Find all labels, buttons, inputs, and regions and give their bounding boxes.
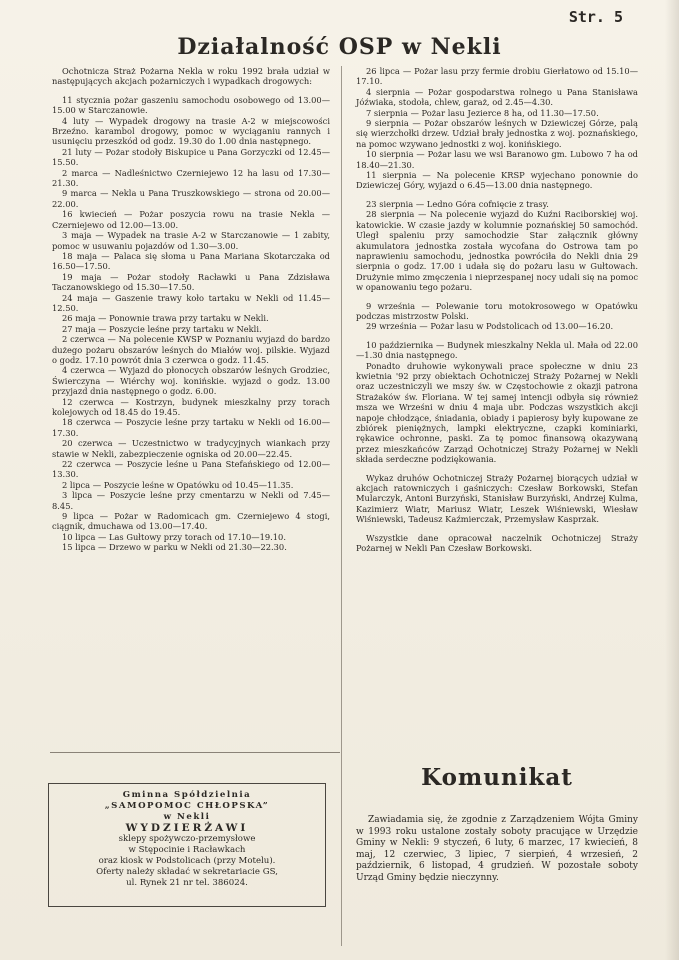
ad-line: w Nekli bbox=[163, 812, 211, 822]
article-paragraph: 12 czerwca — Kostrzyn, budynek mieszkalny przy torach kolejowych od 18.45 do 19.45. bbox=[52, 396, 330, 417]
komunikat-text: Zawiadamia się, że zgodnie z Zarządzeniem Wójta Gminy w 1993 roku ustalone zostały soboty pracujące w Urzędzie Gminy w Nekli: 9 styczeń, 6 luty, 6 marzec, 17 kwiecień, 8 maj, 12 czerwiec, 3 lipiec, 7 sierpień, 4 wrzesień, 2 październik, 6 listopad, 4 grudzień. W pozostałe soboty Urząd Gminy będzie nieczynny. bbox=[356, 815, 638, 883]
article-paragraph: 9 lipca — Pożar w Radomicach gm. Czerniejewo 4 stogi, ciągnik, dmuchawa od 13.00—17.40. bbox=[52, 511, 330, 532]
article-paragraph: 15 lipca — Drzewo w parku w Nekli od 21.30—22.30. bbox=[62, 542, 287, 553]
page-edge-shadow bbox=[665, 0, 679, 960]
article-title: Działalność OSP w Nekli bbox=[177, 34, 502, 60]
article-paragraph: 24 maja — Gaszenie trawy koło tartaku w Nekli od 11.45—12.50. bbox=[52, 292, 330, 313]
article-paragraph: Ponadto druhowie wykonywali prace społeczne w dniu 23 kwietnia '92 przy obiektach Ochotniczej Straży Pożarnej w Nekli oraz uczestniczyli we mszy św. w Częstochowie z okazji patrona Strażaków św. Floriana. W tej samej intencji odbyła się również msza we Wrześni w dniu 4 maja ubr. Podczas wszystkich akcji napoje chłodzące, śniadania, obiady i papierosy były kupowane ze zbiórek pieniężnych, lampki elektryczne, czapki kominiarki, rękawice ochronne, paski. Za tę pomoc finansową okazywaną przez mieszkańców Zarząd Ochotniczej Straży Pożarnej w Nekli składa serdeczne podziękowania. bbox=[356, 360, 638, 465]
advertisement-box bbox=[48, 783, 326, 907]
ad-line: „SAMOPOMOC CHŁOPSKA” bbox=[104, 801, 270, 811]
article-paragraph: 10 sierpnia — Pożar lasu we wsi Baranowo gm. Lubowo 7 ha od 18.40—21.30. bbox=[356, 149, 638, 170]
article-paragraph: 28 sierpnia — Na polecenie wyjazd do Kuźni Raciborskiej woj. katowickie. W czasie jazdy w kolumnie poznańskiej 50 samochód. Uległ spaleniu przy samochodzie Star załącznik główny akumulatora jednostka została wycofana do Ostrowa tam po naprawieniu samochodu, jednostka powróciła do Nekli dnia 29 sierpnia o godz. 17.00 i udała się do pożaru lasu w Gułtowach. Drużynie mimo zmęczenia i nieprzespanej nocy udali się na pomoc w opanowaniu tego pożaru. bbox=[356, 209, 638, 293]
article-paragraph: 2 lipca — Poszycie leśne w Opatówku od 10.45—11.35. bbox=[62, 479, 294, 490]
article-paragraph: 18 czerwca — Poszycie leśne przy tartaku w Nekli od 16.00—17.30. bbox=[52, 417, 330, 438]
article-paragraph: 4 sierpnia — Pożar gospodarstwa rolnego u Pana Stanisława Jóźwiaka, stodoła, chlew, garaż, od 2.45—4.30. bbox=[356, 86, 638, 108]
article-paragraph: Ochotnicza Straż Pożarna Nekla w roku 1992 brała udział w następujących akcjach pożarniczych i wypadkach drogowych: bbox=[52, 66, 330, 87]
article-paragraph: 9 sierpnia — Pożar obszarów leśnych w Dziewiczej Górze, palą się wierzchołki drzew. Udział brały jednostka z woj. poznańskiego, na pomoc wzywano jednostki z woj. konińskiego. bbox=[356, 118, 638, 149]
article-paragraph: Wszystkie dane opracował naczelnik Ochotniczej Straży Pożarnej w Nekli Pan Czesław Borkowski. bbox=[356, 532, 638, 554]
article-paragraph: 23 sierpnia — Ledno Góra cofnięcie z trasy. bbox=[366, 198, 549, 209]
article-paragraph: 3 lipca — Poszycie leśne przy cmentarzu w Nekli od 7.45—8.45. bbox=[52, 490, 330, 511]
ad-headline: WYDZIERŻAWI bbox=[125, 822, 249, 834]
article-right-column bbox=[356, 66, 638, 553]
article-paragraph: 11 sierpnia — Na polecenie KRSP wyjechano ponownie do Dziewiczej Góry, wyjazd o 6.45—13.00 dnia następnego. bbox=[356, 170, 638, 191]
article-paragraph: 26 lipca — Pożar lasu przy fermie drobiu Gierłatowo od 15.10—17.10. bbox=[356, 66, 638, 87]
article-left-column bbox=[52, 66, 330, 553]
article-paragraph: 9 września — Polewanie toru motokrosowego w Opatówku podczas mistrzostw Polski. bbox=[356, 300, 638, 321]
article-paragraph: 22 czerwca — Poszycie leśne u Pana Stefańskiego od 12.00—13.30. bbox=[52, 459, 330, 480]
section-divider bbox=[50, 752, 340, 753]
ad-line: oraz kiosk w Podstolicach (przy Motelu). bbox=[98, 856, 276, 866]
komunikat-title: Komunikat bbox=[421, 764, 573, 791]
article-paragraph: 2 marca — Nadleśnictwo Czerniejewo 12 ha lasu od 17.30—21.30. bbox=[52, 167, 330, 189]
ad-line: Oferty należy składać w sekretariacie GS, bbox=[96, 867, 278, 877]
ad-line: w Stępocinie i Racławkach bbox=[128, 845, 246, 855]
article-paragraph: 19 maja — Pożar stodoły Racławki u Pana Zdzisława Taczanowskiego od 15.30—17.50. bbox=[52, 271, 330, 293]
article-paragraph: 10 lipca — Las Gułtowy przy torach od 17.10—19.10. bbox=[62, 531, 286, 542]
article-paragraph: 9 marca — Nekla u Pana Truszkowskiego — strona od 20.00—22.00. bbox=[52, 188, 330, 209]
article-paragraph: 29 września — Pożar lasu w Podstolicach od 13.00—16.20. bbox=[366, 321, 614, 332]
article-paragraph: 11 stycznia pożar gaszeniu samochodu osobowego od 13.00—15.00 w Starczanowie. bbox=[52, 94, 330, 116]
article-paragraph: 4 luty — Wypadek drogowy na trasie A-2 w miejscowości Brzeźno. karambol drogowy, pomoc w wyciąganiu rannych i usunięciu przeszkód od godz. 19.30 do 1.00 dnia następnego. bbox=[52, 115, 330, 147]
article-paragraph: 7 sierpnia — Pożar lasu Jezierce 8 ha, od 11.30—17.50. bbox=[366, 107, 599, 118]
article-paragraph: 27 maja — Poszycie leśne przy tartaku w Nekli. bbox=[62, 323, 262, 334]
article-paragraph: 2 czerwca — Na polecenie KWSP w Poznaniu wyjazd do bardzo dużego pożaru obszarów leśnych do Miałów woj. pilskie. Wyjazd o godz. 17.10 powrót dnia 3 czerwca o godz. 11.45. bbox=[52, 334, 330, 365]
page-number: Str. 5 bbox=[568, 8, 623, 26]
ad-line: Gminna Spółdzielnia bbox=[122, 790, 252, 800]
ad-line: ul. Rynek 21 nr tel. 386024. bbox=[126, 878, 248, 888]
article-paragraph: 21 luty — Pożar stodoły Biskupice u Pana Gorzyczki od 12.45—15.50. bbox=[52, 146, 330, 168]
column-divider bbox=[341, 66, 342, 946]
ad-line: sklepy spożywczo-przemysłowe bbox=[118, 834, 256, 844]
article-paragraph: 10 października — Budynek mieszkalny Nekla ul. Mała od 22.00—1.30 dnia następnego. bbox=[356, 339, 638, 361]
article-paragraph: Wykaz druhów Ochotniczej Straży Pożarnej biorących udział w akcjach ratowniczych i gaśniczych: Czesław Borkowski, Stefan Mularczyk, Antoni Burzyński, Stanisław Burzyński, Andrzej Kulma, Kazimierz Wiatr, Mariusz Wiatr, Leszek Wiśniewski, Wiesław Wiśniewski, Tadeusz Kaźmierczak, Przemysław Kasprzak. bbox=[356, 472, 638, 525]
article-paragraph: 4 czerwca — Wyjazd do płonocych obszarów leśnych Grodziec, Świerczyna — Wiérchy woj. konińskie. wyjazd o godz. 13.00 przyjazd dnia następnego o godz. 6.00. bbox=[52, 365, 330, 397]
article-paragraph: 26 maja — Ponownie trawa przy tartaku w Nekli. bbox=[62, 313, 269, 324]
article-paragraph: 18 maja — Palaca się słoma u Pana Mariana Skotarczaka od 16.50—17.50. bbox=[52, 250, 330, 272]
article-paragraph: 3 maja — Wypadek na trasie A-2 w Starczanowie — 1 zabity, pomoc w usuwaniu pojazdów od 1.30—3.00. bbox=[52, 230, 330, 251]
article-paragraph: 20 czerwca — Uczestnictwo w tradycyjnych wiankach przy stawie w Nekli, zabezpieczenie ogniska od 20.00—22.45. bbox=[52, 438, 330, 459]
article-paragraph: 16 kwiecień — Pożar poszycia rowu na trasie Nekla — Czerniejewo od 12.00—13.00. bbox=[52, 209, 330, 230]
